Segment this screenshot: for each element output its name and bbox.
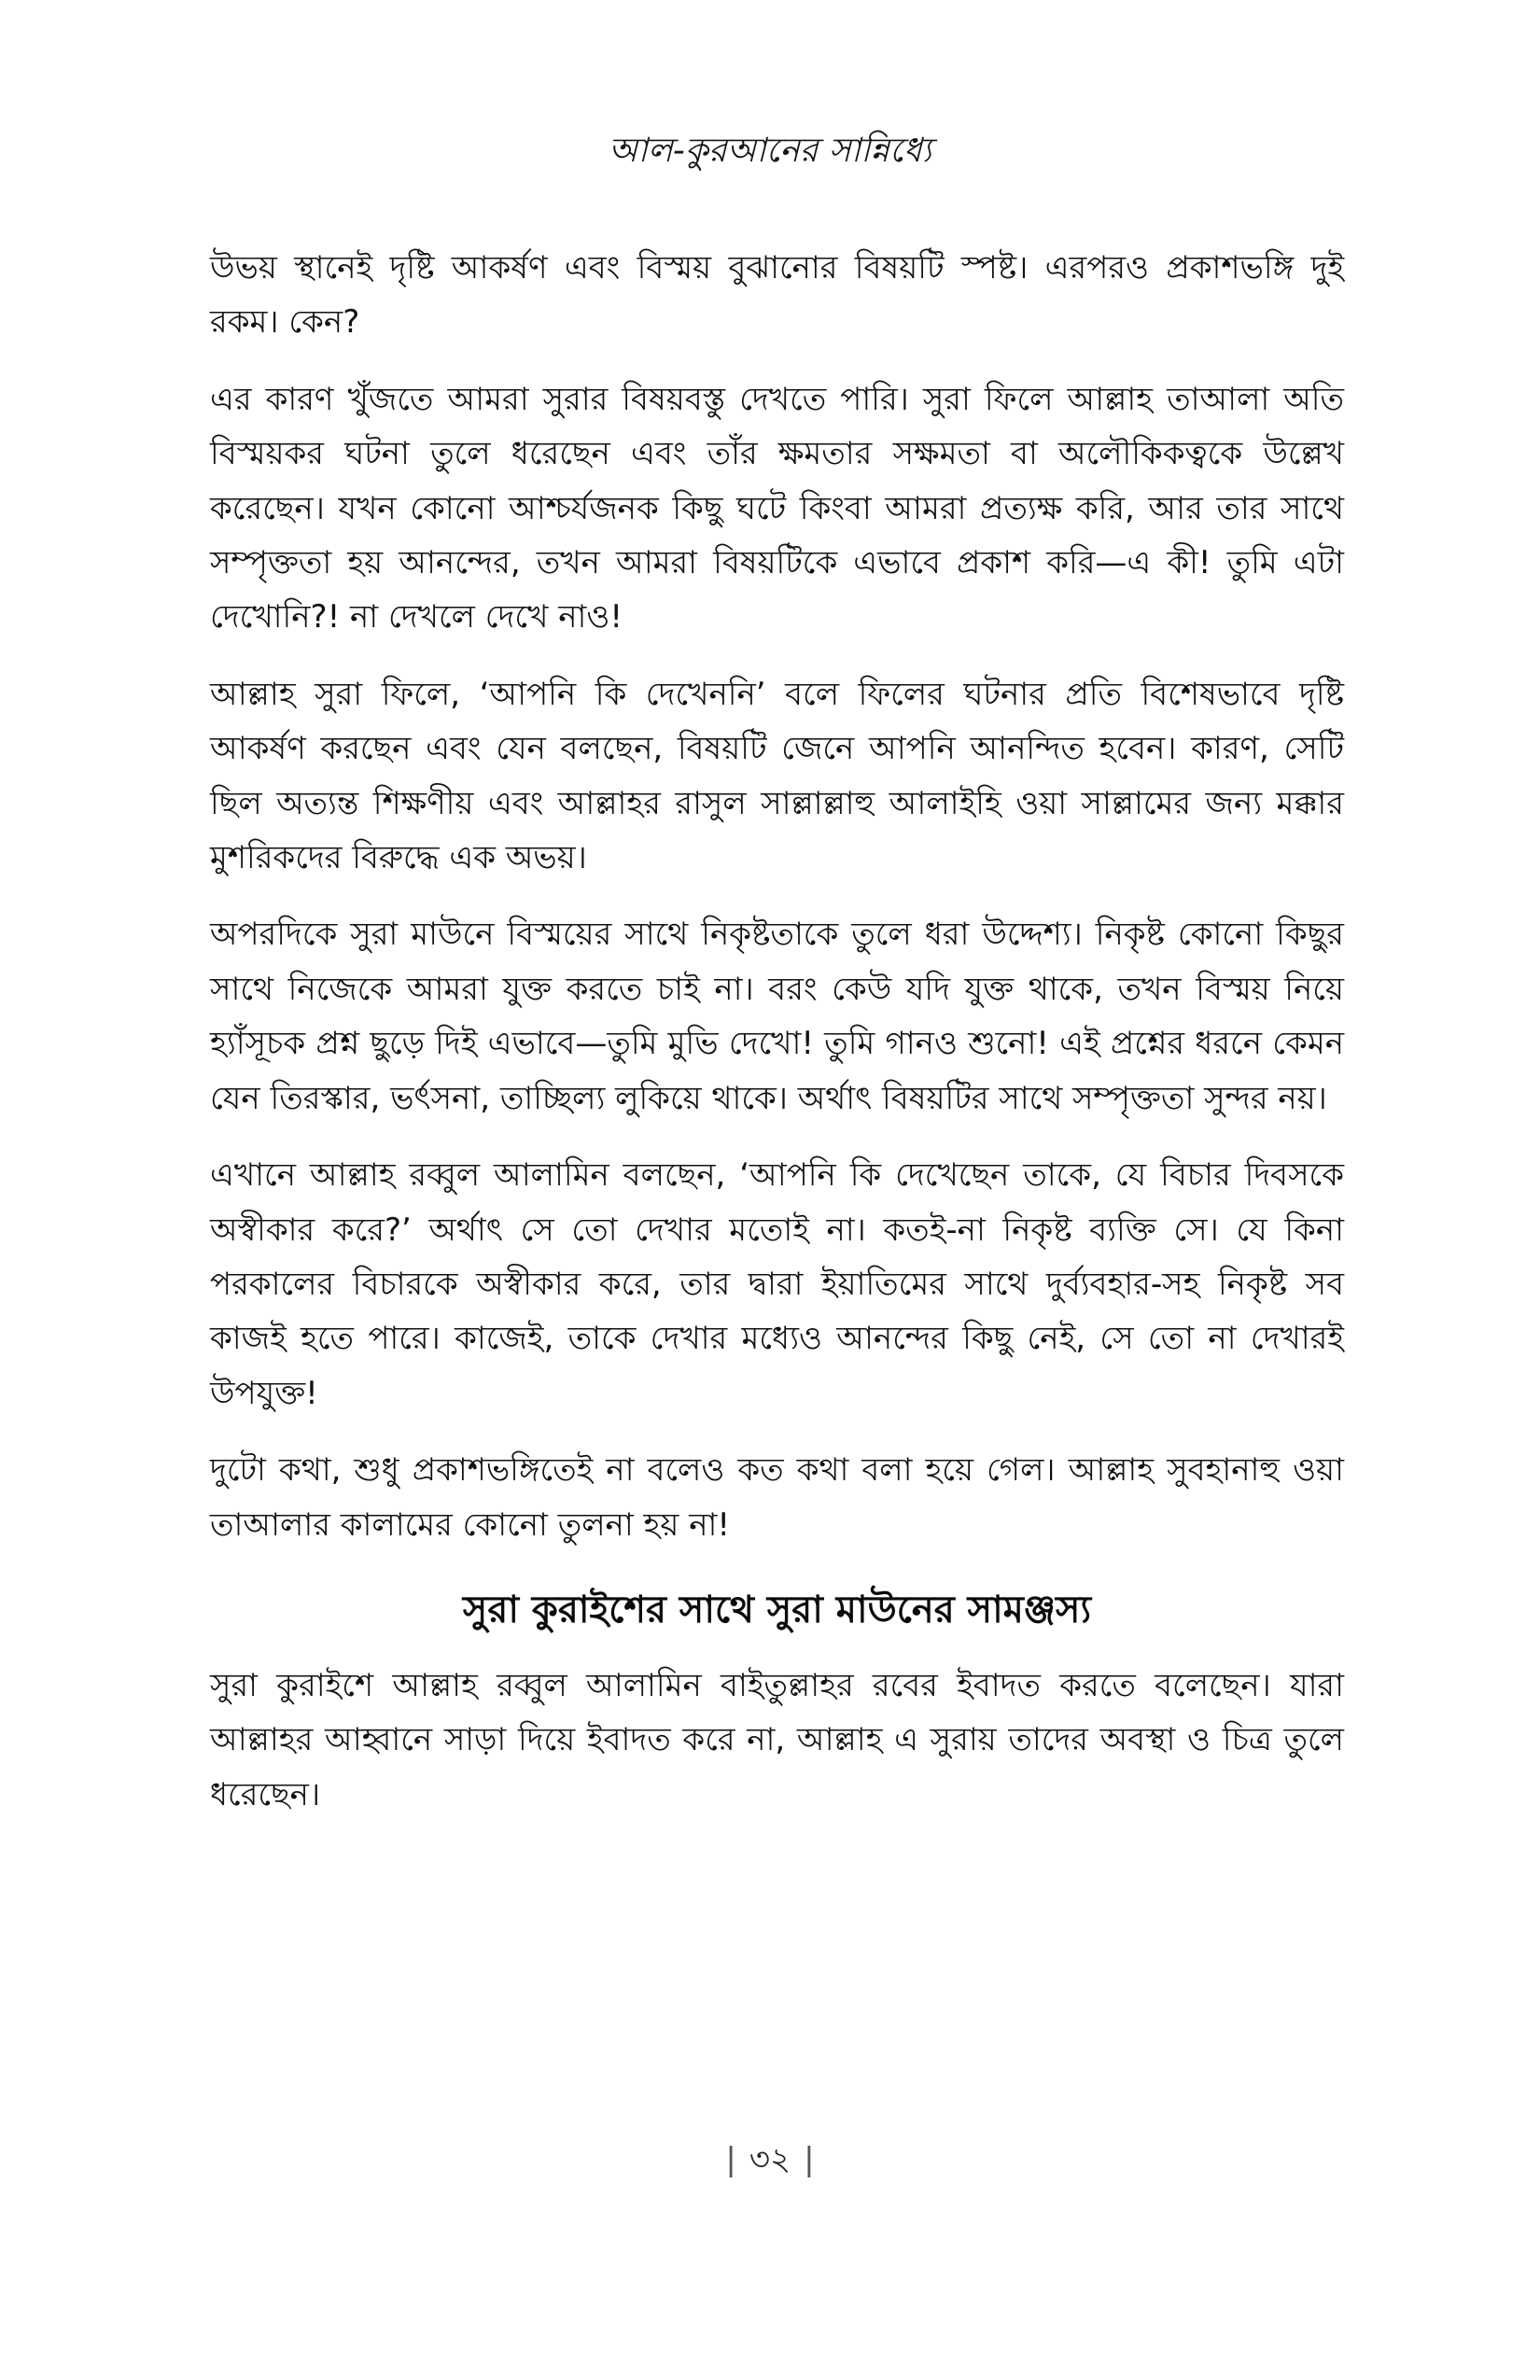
paragraph: এখানে আল্লাহ রব্বুল আলামিন বলছেন, ‘আপনি কি দেখেছেন তাকে, যে বিচার দিবসকে অস্বীকার করে?’ অর্থাৎ সে তো দেখার মতোই না। কতই-না নিকৃষ্ট ব্যক্তি সে। যে কিনা পরকালের বিচারকে অস্বীকার করে, তার দ্বারা ইয়াতিমের সাথে দুর্ব্যবহার-সহ নিকৃষ্ট সব কাজই হতে পারে। কাজেই, তাকে দেখার মধ্যেও আনন্দের কিছু নেই, সে তো না দেখারই উপযুক্ত! <box>210 1156 1344 1412</box>
paragraph: উভয় স্থানেই দৃষ্টি আকর্ষণ এবং বিস্ময় বুঝানোর বিষয়টি স্পষ্ট। এরপরও প্রকাশভঙ্গি দুই রকম। কেন? <box>210 249 1344 342</box>
section-heading: সুরা কুরাইশের সাথে সুরা মাউনের সামঞ্জস্য <box>462 1588 1092 1631</box>
page-number-footer <box>0 2137 1540 2182</box>
page-body <box>210 241 1344 2117</box>
paragraph: এর কারণ খুঁজতে আমরা সুরার বিষয়বস্তু দেখতে পারি। সুরা ফিলে আল্লাহ তাআলা অতি বিস্ময়কর ঘটনা তুলে ধরেছেন এবং তাঁর ক্ষমতার সক্ষমতা বা অলৌকিকত্বকে উল্লেখ করেছেন। যখন কোনো আশ্চর্যজনক কিছু ঘটে কিংবা আমরা প্রত্যক্ষ করি, আর তার সাথে সম্পৃক্ততা হয় আনন্দের, তখন আমরা বিষয়টিকে এভাবে প্রকাশ করি—এ কী! তুমি এটা দেখোনি?! না দেখলে দেখে নাও! <box>210 380 1344 637</box>
page-number-separator-right: | <box>804 2141 815 2178</box>
paragraph: দুটো কথা, শুধু প্রকাশভঙ্গিতেই না বলেও কত কথা বলা হয়ে গেল। আল্লাহ সুবহানাহু ওয়া তাআলার কালামের কোনো তুলনা হয় না! <box>210 1451 1344 1544</box>
running-header: আল-কুরআনের সান্নিধ্যে <box>608 132 932 170</box>
section-paragraph: সুরা কুরাইশে আল্লাহ রব্বুল আলামিন বাইতুল্লাহর রবের ইবাদত করতে বলেছেন। যারা আল্লাহর আহ্বানে সাড়া দিয়ে ইবাদত করে না, আল্লাহ এ সুরায় তাদের অবস্থা ও চিত্র তুলে ধরেছেন। <box>210 1666 1344 1813</box>
paragraph: অপরদিকে সুরা মাউনে বিস্ময়ের সাথে নিকৃষ্টতাকে তুলে ধরা উদ্দেশ্য। নিকৃষ্ট কোনো কিছুর সাথে নিজেকে আমরা যুক্ত করতে চাই না। বরং কেউ যদি যুক্ত থাকে, তখন বিস্ময় নিয়ে হ্যাঁসূচক প্রশ্ন ছুড়ে দিই এভাবে—তুমি মুভি দেখো! তুমি গানও শুনো! এই প্রশ্নের ধরনে কেমন যেন তিরস্কার, ভর্ৎসনা, তাচ্ছিল্য লুকিয়ে থাকে। অর্থাৎ বিষয়টির সাথে সম্পৃক্ততা সুন্দর নয়। <box>210 916 1344 1117</box>
page-number: ৩২ <box>749 2141 791 2178</box>
paragraph: আল্লাহ সুরা ফিলে, ‘আপনি কি দেখেননি’ বলে ফিলের ঘটনার প্রতি বিশেষভাবে দৃষ্টি আকর্ষণ করছেন এবং যেন বলছেন, বিষয়টি জেনে আপনি আনন্দিত হবেন। কারণ, সেটি ছিল অত্যন্ত শিক্ষণীয় এবং আল্লাহর রাসুল সাল্লাল্লাহু আলাইহি ওয়া সাল্লামের জন্য মক্কার মুশরিকদের বিরুদ্ধে এক অভয়। <box>210 675 1344 877</box>
page-number-separator-left: | <box>725 2141 736 2178</box>
